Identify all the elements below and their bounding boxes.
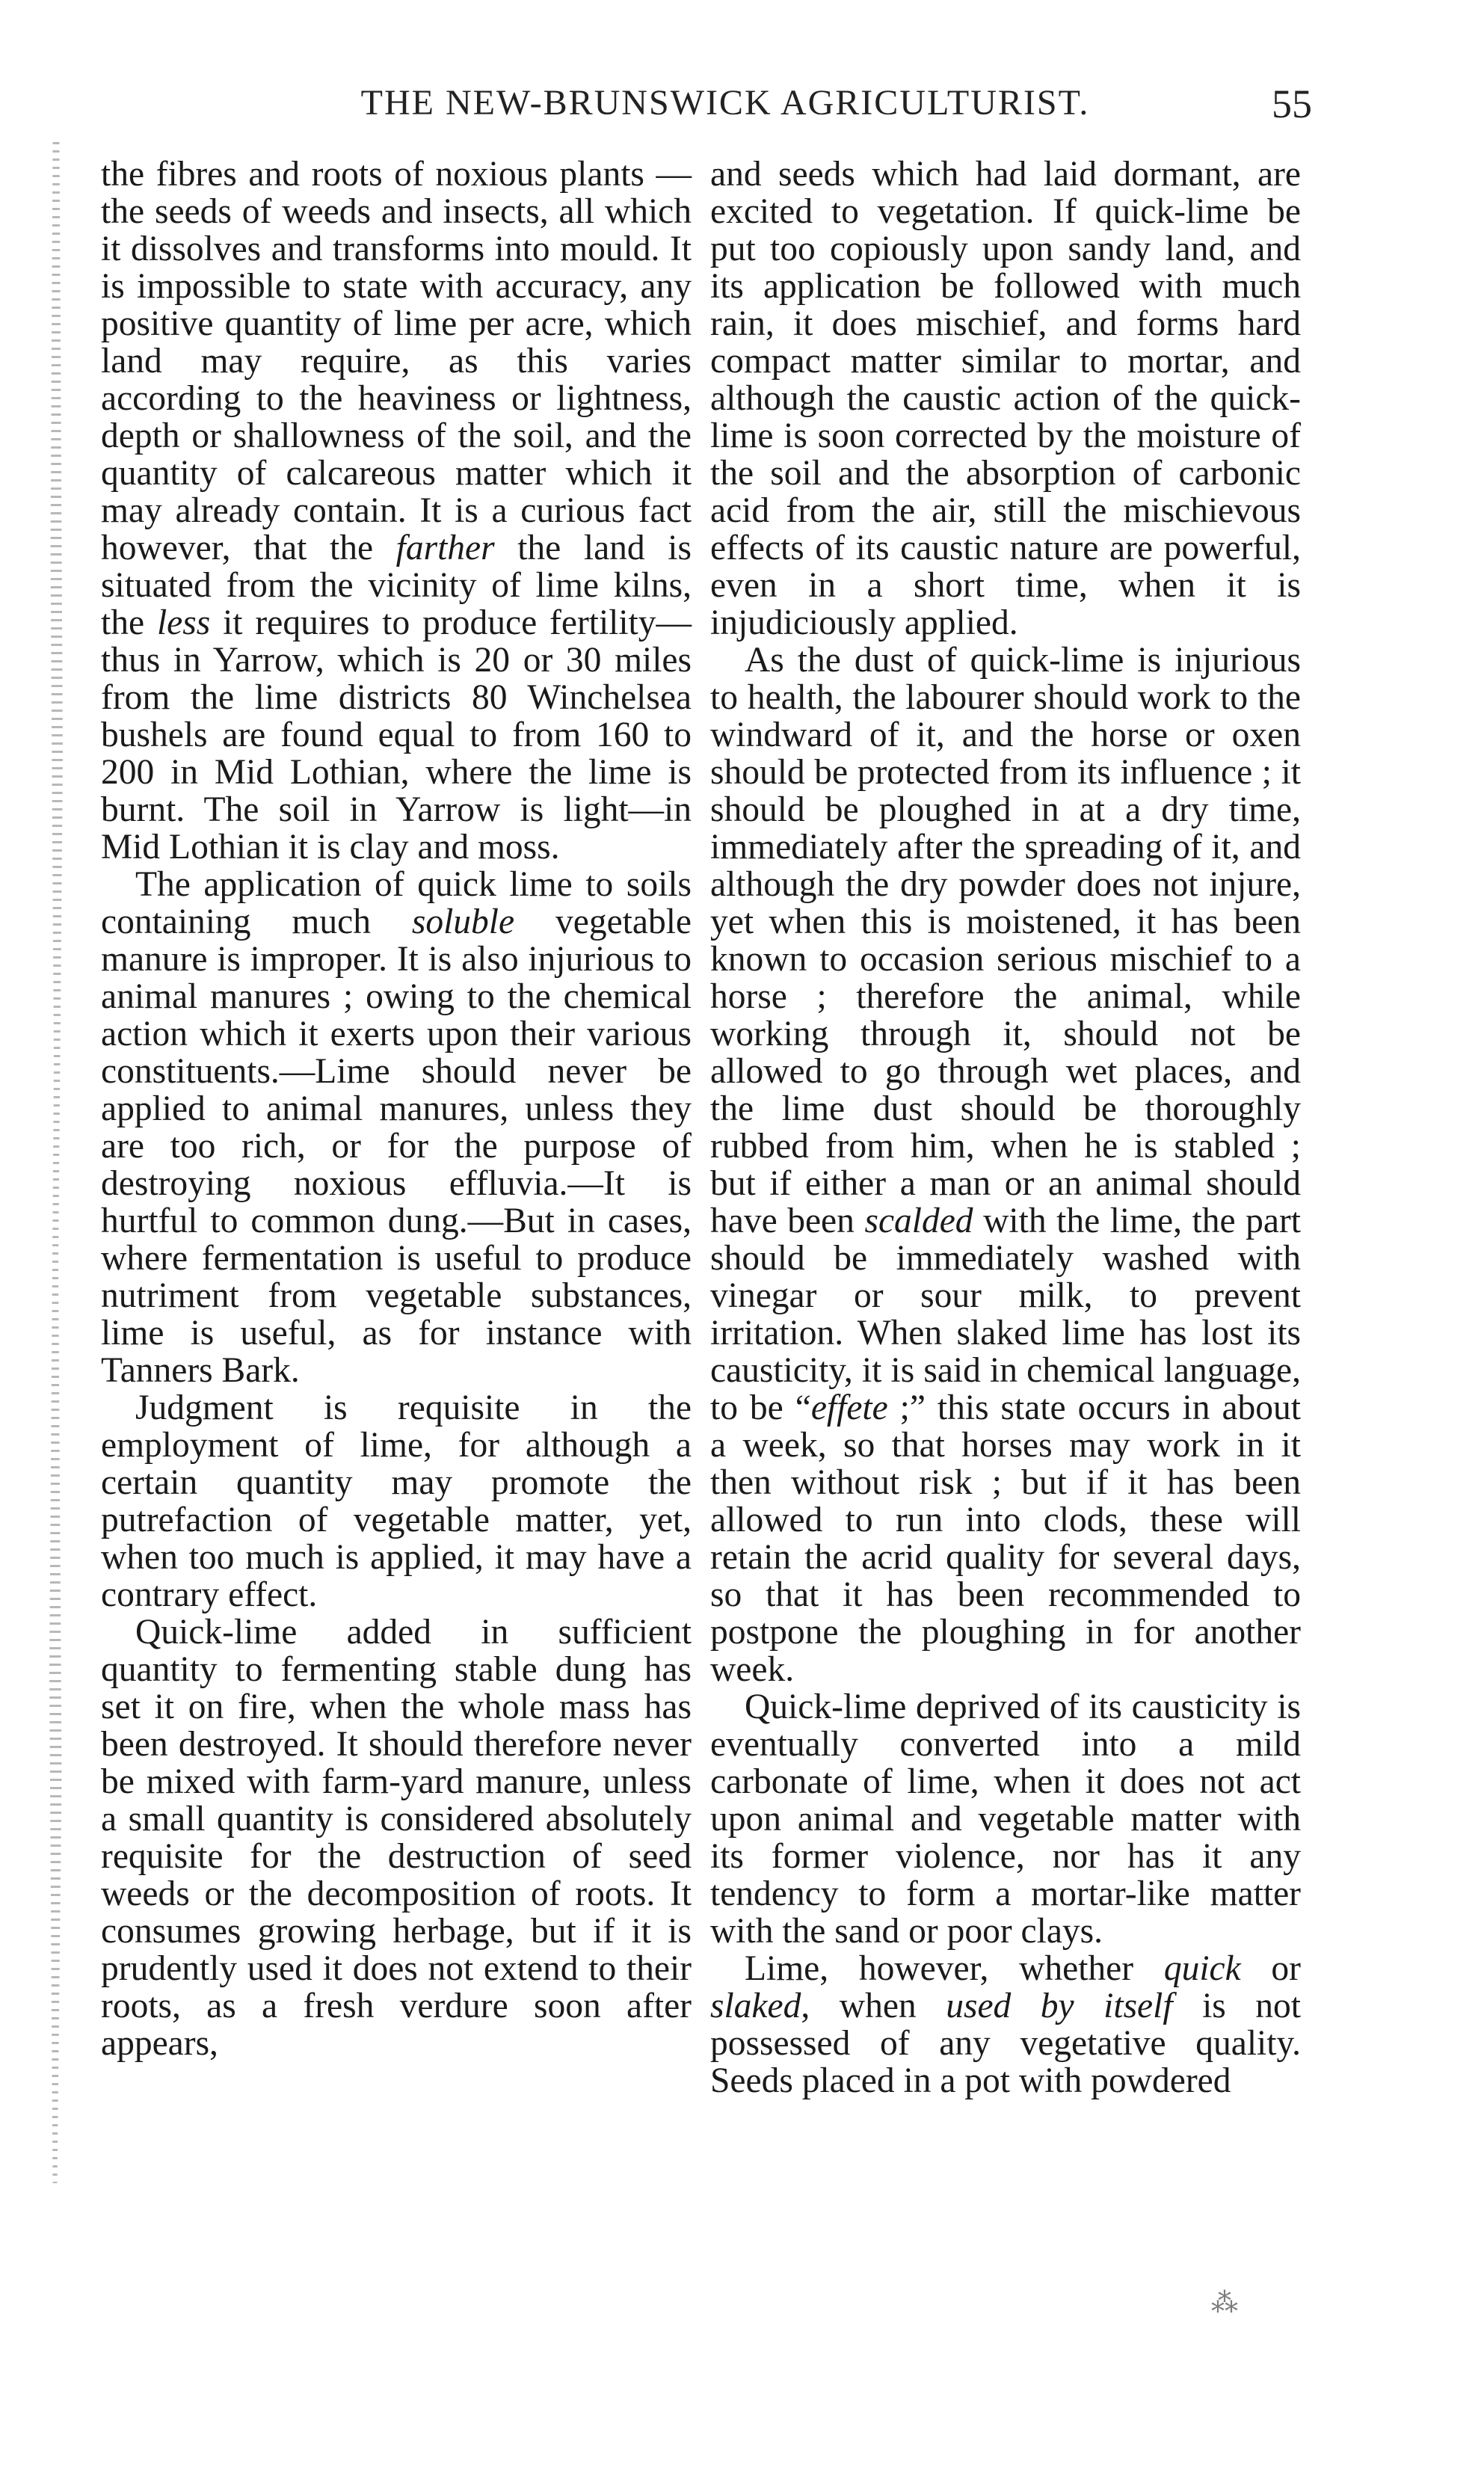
italic-text: quick [1163,1949,1241,1988]
italic-text: soluble [411,902,515,941]
text-column-left [101,156,692,2062]
text-run: , when [801,1987,946,2025]
paragraph [710,1688,1301,1950]
italic-text: effete [810,1388,888,1427]
text-run: or [1240,1949,1301,1988]
paragraph [101,866,692,1389]
scan-binding-margin [45,142,67,2183]
text-run: As the dust of quick-lime is injurious to health, the labourer should work to the windward of it, and the horse or oxen should be protected from its influence ; it should be ploughed in at a dry time, immediately after the spreading of it, and although the dry powder does not injure, yet when this is moistened, it has been known to occasion serious mischief to a horse ; therefore the animal, while working through it, should not be allowed to go through wet places, and the lime dust should be thoroughly rubbed from him, when he is stabled ; but if either a man or an animal should have been [710,641,1301,1240]
italic-text: less [156,603,211,642]
text-run: is not possessed of any vegetative quality. Seeds placed in a pot with powdered [710,1987,1301,2100]
text-run: with the lime, the part should be immediately washed with vinegar or sour milk, to prevent irritation. When slaked lime has lost its causticity, it is said in chemical language, to be “ [710,1202,1301,1427]
text-run: and seeds which had laid dormant, are excited to vegetation. If quick-lime be put too copiously upon sandy land, and its application be followed with much rain, it does mischief, and forms hard compact matter similar to mortar, and although the caustic action of the quick-lime is soon corrected by the moisture of the soil and the absorption of carbonic acid from the air, still the mischievous effects of its caustic nature are powerful, even in a short time, when it is injudiciously applied. [710,155,1301,642]
text-run: the fibres and roots of noxious plants —the seeds of weeds and insects, all which it dissolves and transforms into mould. It is impossible to state with accuracy, any positive quantity of lime per acre, which land may require, as this varies according to the heaviness or lightness, depth or shallowness of the soil, and the quantity of calcareous matter which it may already contain. It is a curious fact however, that the [101,155,692,567]
text-run: the land is situated from the vicinity of lime kilns, the [101,529,692,642]
paragraph [710,156,1301,642]
paragraph [101,1613,692,2062]
italic-text: farther [395,529,495,567]
text-run: Quick-lime deprived of its causticity is eventually converted into a mild carbonate of lime, when it does not act upon animal and vegetable matter with its former violence, nor has it any tendency to form a mortar-like matter with the sand or poor clays. [710,1687,1301,1951]
page-number: 55 [1272,81,1312,126]
italic-text: used by itself [946,1987,1173,2025]
text-run: Judgment is requisite in the employment of lime, for although a certain quantity may promote the putrefaction of vegetable matter, yet, when too much is applied, it may have a contrary effect. [101,1388,692,1614]
text-run: vegetable manure is improper. It is also injurious to animal manures ; owing to the chemical action which it exerts upon their various constituents.—Lime should never be applied to animal manures, unless they are too rich, or for the purpose of destroying noxious effluvia.—It is hurtful to common dung.—But in cases, where fermentation is useful to produce nutriment from vegetable substances, lime is useful, as for instance with Tanners Bark. [101,902,692,1390]
running-title: THE NEW-BRUNSWICK AGRICULTURIST. [360,83,1090,123]
text-run: Quick-lime added in sufficient quantity to fermenting stable dung has set it on fire, when the whole mass has been destroyed. It should therefore never be mixed with farm-yard manure, unless a small quantity is considered absolutely requisite for the destruction of seed weeds or the decomposition of roots. It consumes growing herbage, but if it is prudently used it does not extend to their roots, as a fresh verdure soon after appears, [101,1613,692,2063]
text-run: it requires to produce fertility—thus in Yarrow, which is 20 or 30 miles from the lime districts 80 Winchelsea bushels are found equal to from 160 to 200 in Mid Lothian, where the lime is burnt. The soil in Yarrow is light—in Mid Lothian it is clay and moss. [101,603,692,867]
text-column-right [710,156,1301,2099]
italic-text: slaked [710,1987,801,2025]
paragraph [101,156,692,866]
text-run: Lime, however, whether [745,1949,1164,1988]
text-run: ;” this state occurs in about a week, so that horses may work in it then without risk ; but if it has been allowed to run into clods, these will retain the acrid quality for several days, so that it has been recommended to postpone the ploughing in for another week. [710,1388,1301,1689]
scan-blemish-mark: ⁂ [1211,2288,1238,2318]
paragraph [710,1950,1301,2099]
paragraph [101,1389,692,1613]
italic-text: scalded [864,1202,973,1240]
paragraph [710,642,1301,1688]
text-run: The application of quick lime to soils containing much [101,865,692,941]
